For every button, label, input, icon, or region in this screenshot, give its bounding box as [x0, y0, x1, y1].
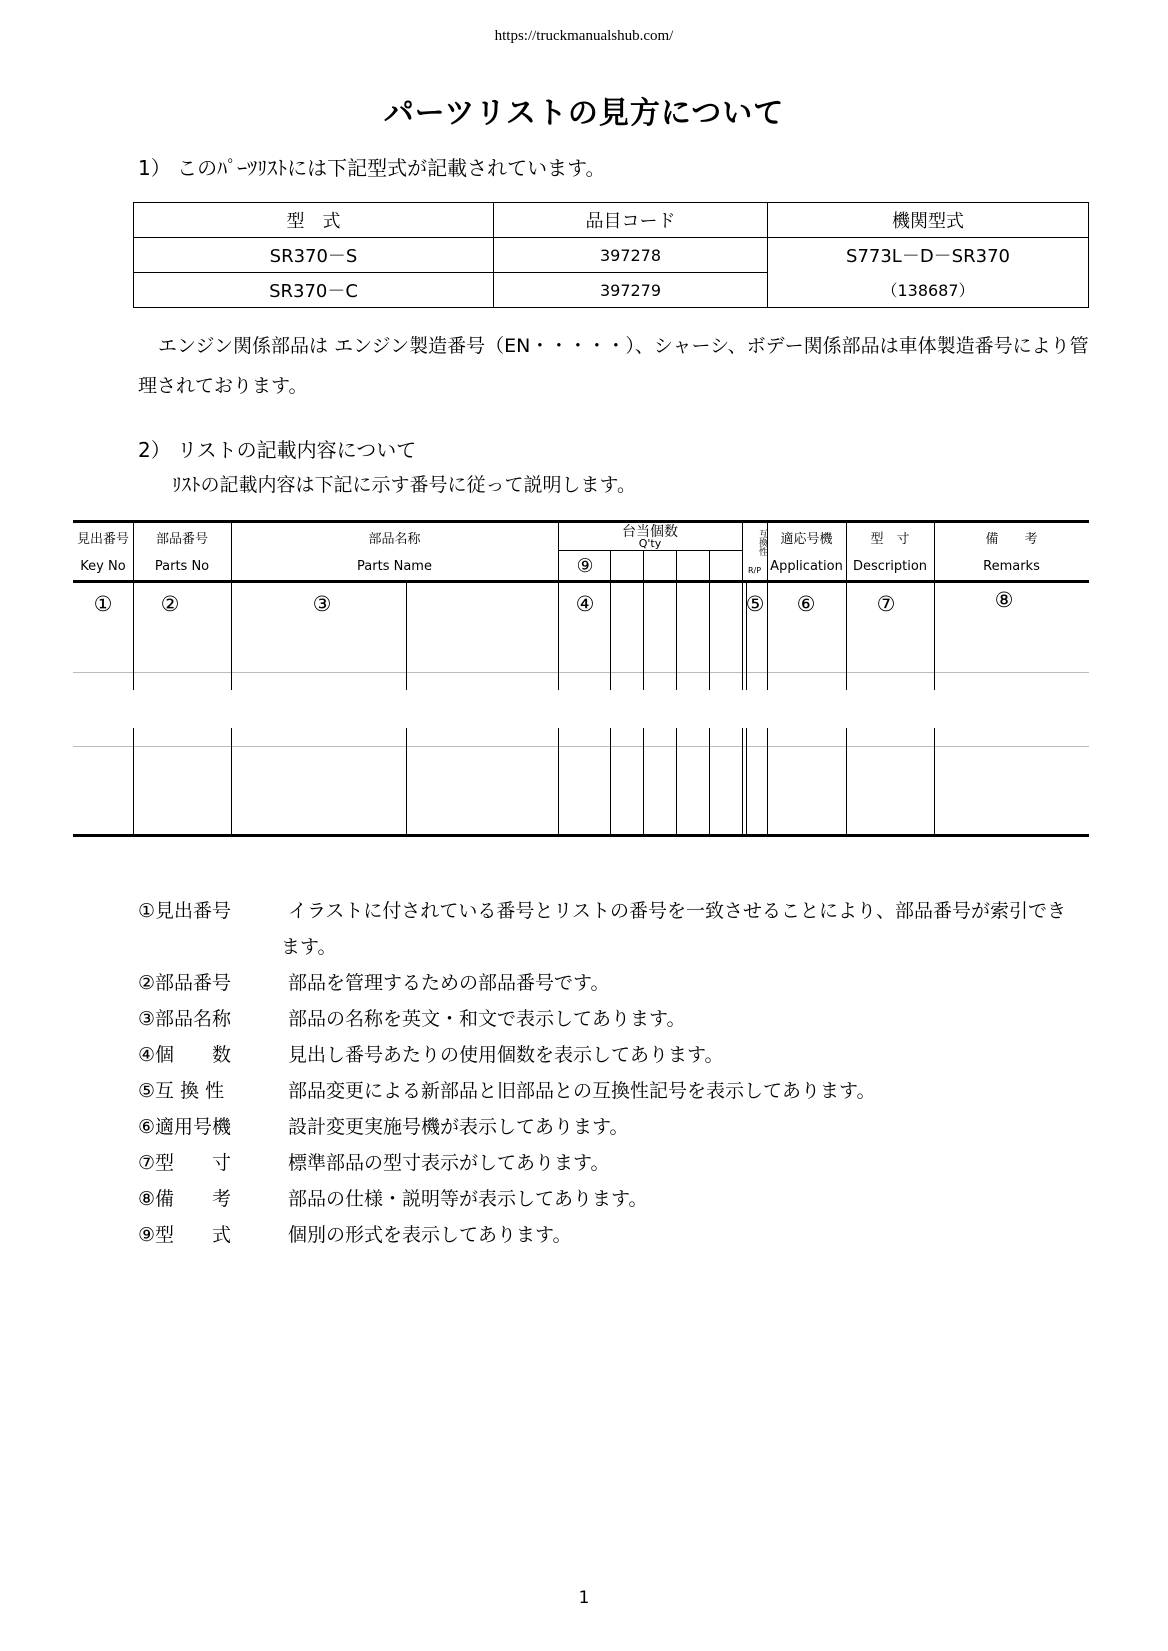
engine-model-cell: S773L－D－SR370	[768, 238, 1089, 273]
header-bottom-rule	[73, 580, 1089, 583]
col-divider	[934, 728, 935, 834]
page-number: 1	[578, 1588, 590, 1608]
col-divider	[406, 583, 407, 690]
explanation-text: 設計変更実施号機が表示してあります。	[288, 1116, 629, 1138]
marker-9: ⑨	[576, 555, 594, 577]
page-title: パーツリストの見方について	[383, 96, 785, 131]
header-model: 型 式	[134, 203, 494, 238]
explanation-item	[138, 968, 609, 995]
header-parts-no-jp: 部品番号	[155, 532, 208, 547]
header-key-no-jp: 見出番号	[76, 532, 129, 547]
explanation-item	[138, 1184, 647, 1211]
model-cell: SR370－C	[134, 273, 494, 308]
row-guide-line	[73, 672, 1089, 673]
explanation-key: ④個 数	[138, 1044, 232, 1066]
col-divider	[643, 583, 644, 690]
model-cell: SR370－S	[134, 238, 494, 273]
marker-6: ⑥	[796, 592, 816, 616]
row-guide-line	[73, 746, 1089, 747]
qty-sub-divider	[709, 550, 710, 582]
code-cell: 397279	[494, 273, 768, 308]
header-interchange-jp: 互換性	[757, 528, 767, 556]
explanation-continuation: ます。	[281, 936, 337, 958]
header-code: 品目コード	[494, 203, 768, 238]
explanation-key: ⑥適用号機	[138, 1116, 232, 1138]
header-parts-name-jp: 部品名称	[368, 532, 421, 547]
code-cell: 397278	[494, 238, 768, 273]
col-divider	[746, 728, 747, 834]
explanation-key: ⑧備 考	[138, 1188, 232, 1210]
header-qty-en: Q'ty	[638, 537, 662, 550]
col-divider	[558, 728, 559, 834]
col-divider	[133, 583, 134, 690]
qty-sub-rule	[558, 550, 742, 551]
col-divider	[676, 728, 677, 834]
explanation-item	[138, 1076, 875, 1103]
marker-5: ⑤	[745, 592, 765, 616]
marker-1: ①	[93, 592, 113, 616]
explanation-item	[138, 1004, 685, 1031]
section2-subheading: ﾘｽﾄの記載内容は下記に示す番号に従って説明します。	[172, 474, 636, 496]
header-description-jp: 型 寸	[870, 532, 910, 547]
marker-2: ②	[160, 592, 180, 616]
explanation-text: 部品の名称を英文・和文で表示してあります。	[288, 1008, 686, 1030]
marker-8: ⑧	[994, 588, 1014, 612]
col-divider	[676, 583, 677, 690]
explanation-text: 部品変更による新部品と旧部品との互換性記号を表示してあります。	[288, 1080, 876, 1102]
qty-sub-divider	[643, 550, 644, 582]
header-qty-jp: 台当個数	[622, 524, 678, 540]
explanation-item	[138, 1148, 609, 1175]
explanation-text: 部品を管理するための部品番号です。	[288, 972, 610, 994]
marker-7: ⑦	[876, 592, 896, 616]
marker-4: ④	[575, 592, 595, 616]
explanation-key: ②部品番号	[138, 972, 232, 994]
col-divider	[709, 583, 710, 690]
col-divider	[610, 728, 611, 834]
table-bottom-rule	[73, 834, 1089, 837]
col-divider	[231, 728, 232, 834]
qty-sub-divider	[610, 550, 611, 582]
header-description-en: Description	[852, 559, 928, 574]
explanation-text: イラストに付されている番号とリストの番号を一致させることにより、部品番号が索引でき	[288, 900, 1067, 922]
section2-heading: 2） リストの記載内容について	[138, 438, 417, 462]
col-divider	[709, 728, 710, 834]
header-engine: 機関型式	[768, 203, 1089, 238]
header-application-jp: 適応号機	[780, 532, 833, 547]
explanation-key: ③部品名称	[138, 1008, 232, 1030]
explanation-item	[138, 1112, 628, 1139]
explanation-item	[138, 1040, 723, 1067]
col-divider	[846, 728, 847, 834]
col-divider	[934, 583, 935, 690]
explanation-text: 部品の仕様・説明等が表示してあります。	[288, 1188, 648, 1210]
explanation-key: ①見出番号	[138, 900, 232, 922]
explanation-text: 標準部品の型寸表示がしてあります。	[288, 1152, 610, 1174]
marker-3: ③	[312, 592, 332, 616]
explanation-key: ⑦型 寸	[138, 1152, 232, 1174]
col-divider	[406, 728, 407, 834]
management-paragraph: エンジン関係部品は エンジン製造番号（EN・・・・・）、シャーシ、ボデー関係部品は車体製造番号により管理されております。	[138, 335, 1089, 397]
col-divider	[558, 583, 559, 690]
explanation-key: ⑨型 式	[138, 1224, 232, 1246]
header-parts-name-en: Parts Name	[357, 559, 432, 574]
col-divider	[133, 728, 134, 834]
header-remarks-jp: 備 考	[985, 532, 1038, 547]
explanation-key: ⑤互 換 性	[138, 1080, 225, 1102]
qty-sub-divider	[676, 550, 677, 582]
col-divider	[231, 583, 232, 690]
col-divider	[767, 728, 768, 834]
header-key-no-en: Key No	[80, 559, 126, 574]
explanation-text: 個別の形式を表示してあります。	[288, 1224, 572, 1246]
explanation-text: 見出し番号あたりの使用個数を表示してあります。	[288, 1044, 724, 1066]
source-url: https://truckmanualshub.com/	[494, 28, 674, 44]
col-divider	[610, 583, 611, 690]
explanation-item	[138, 896, 1066, 923]
explanation-item	[138, 1220, 571, 1247]
col-divider	[643, 728, 644, 834]
section1-heading: 1） このﾊﾟｰﾂﾘｽﾄには下記型式が記載されています。	[138, 156, 606, 180]
col-divider	[742, 728, 743, 834]
header-parts-no-en: Parts No	[154, 559, 210, 574]
col-divider	[846, 583, 847, 690]
engine-code-cell: （138687）	[768, 273, 1089, 308]
header-interchange-en: R/P	[747, 566, 762, 575]
header-application-en: Application	[770, 559, 843, 574]
header-remarks-en: Remarks	[983, 559, 1040, 574]
